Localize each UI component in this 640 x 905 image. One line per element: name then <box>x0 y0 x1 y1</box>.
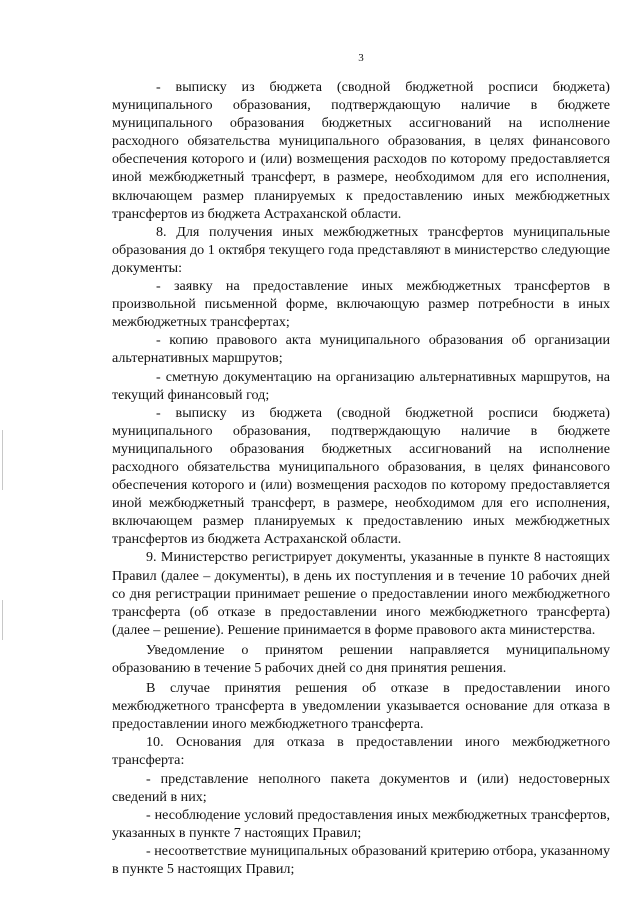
paragraph-budget-extract-2: - выписку из бюджета (сводной бюджетной росписи бюджета) муниципального образования, подтверждающую наличие в бюджете муниципального образования бюджетных ассигнований на исполнение расходного обязательства муниципального образования, в целях финансового обеспечения которого и (или) возмещения расходов по которому предоставляется иной межбюджетный трансферт, в размере, необходимом для его исполнения, включающем размер планируемых к предоставлению иных межбюджетных трансфертов из бюджета Астраханской области. <box>112 404 610 548</box>
paragraph-item-9: 9. Министерство регистрирует документы, указанные в пункте 8 настоящих Правил (далее – документы), в день их поступления и в течение 10 рабочих дней со дня регистрации принимает решение о предоставлении иного межбюджетного трансферта (об отказе в предоставлении иного межбюджетного трансферта) (далее – решение). Решение принимается в форме правового акта министерства. <box>112 549 610 638</box>
paragraph-application: - заявку на предоставление иных межбюджетных трансфертов в произвольной письменной форме, включающую размер потребности в иных межбюджетных трансфертах; <box>112 278 610 331</box>
paragraph-estimate-docs: - сметную документацию на организацию альтернативных маршрутов, на текущий финансовый год; <box>112 368 610 403</box>
paragraph-noncompliance: - несоблюдение условий предоставления иных межбюджетных трансфертов, указанных в пункте 7 настоящих Правил; <box>112 806 610 841</box>
paragraph-budget-extract-1: - выписку из бюджета (сводной бюджетной росписи бюджета) муниципального образования, подтверждающую наличие в бюджете муниципального образования бюджетных ассигнований на исполнение расходного обязательства муниципального образования, в целях финансового обеспечения которого и (или) возмещения расходов по которому предоставляется иной межбюджетный трансферт, в размере, необходимом для его исполнения, включающем размер планируемых к предоставлению иных межбюджетных трансфертов из бюджета Астраханской области. <box>112 79 610 222</box>
paragraph-item-8: 8. Для получения иных межбюджетных трансфертов муниципальные образования до 1 октября текущего года представляют в министерство следующие документы: <box>112 223 610 276</box>
scan-artifact <box>2 430 3 490</box>
scan-artifact <box>2 600 3 640</box>
paragraph-refusal-case: В случае принятия решения об отказе в предоставлении иного межбюджетного трансферта в уведомлении указывается основание для отказа в предоставлении иного межбюджетного трансферта. <box>112 680 610 733</box>
paragraph-criteria-mismatch: - несоответствие муниципальных образований критерию отбора, указанному в пункте 5 настоящих Правил; <box>112 842 610 878</box>
paragraph-incomplete-docs: - представление неполного пакета документов и (или) недостоверных сведений в них; <box>112 770 610 805</box>
paragraph-legal-act-copy: - копию правового акта муниципального образования об организации альтернативных маршрутов; <box>112 332 610 367</box>
page-number: 3 <box>358 52 364 64</box>
paragraph-item-10: 10. Основания для отказа в предоставлении иного межбюджетного трансферта: <box>112 734 610 769</box>
paragraph-notification: Уведомление о принятом решении направляется муниципальному образованию в течение 5 рабочих дней со дня принятия решения. <box>112 641 610 676</box>
